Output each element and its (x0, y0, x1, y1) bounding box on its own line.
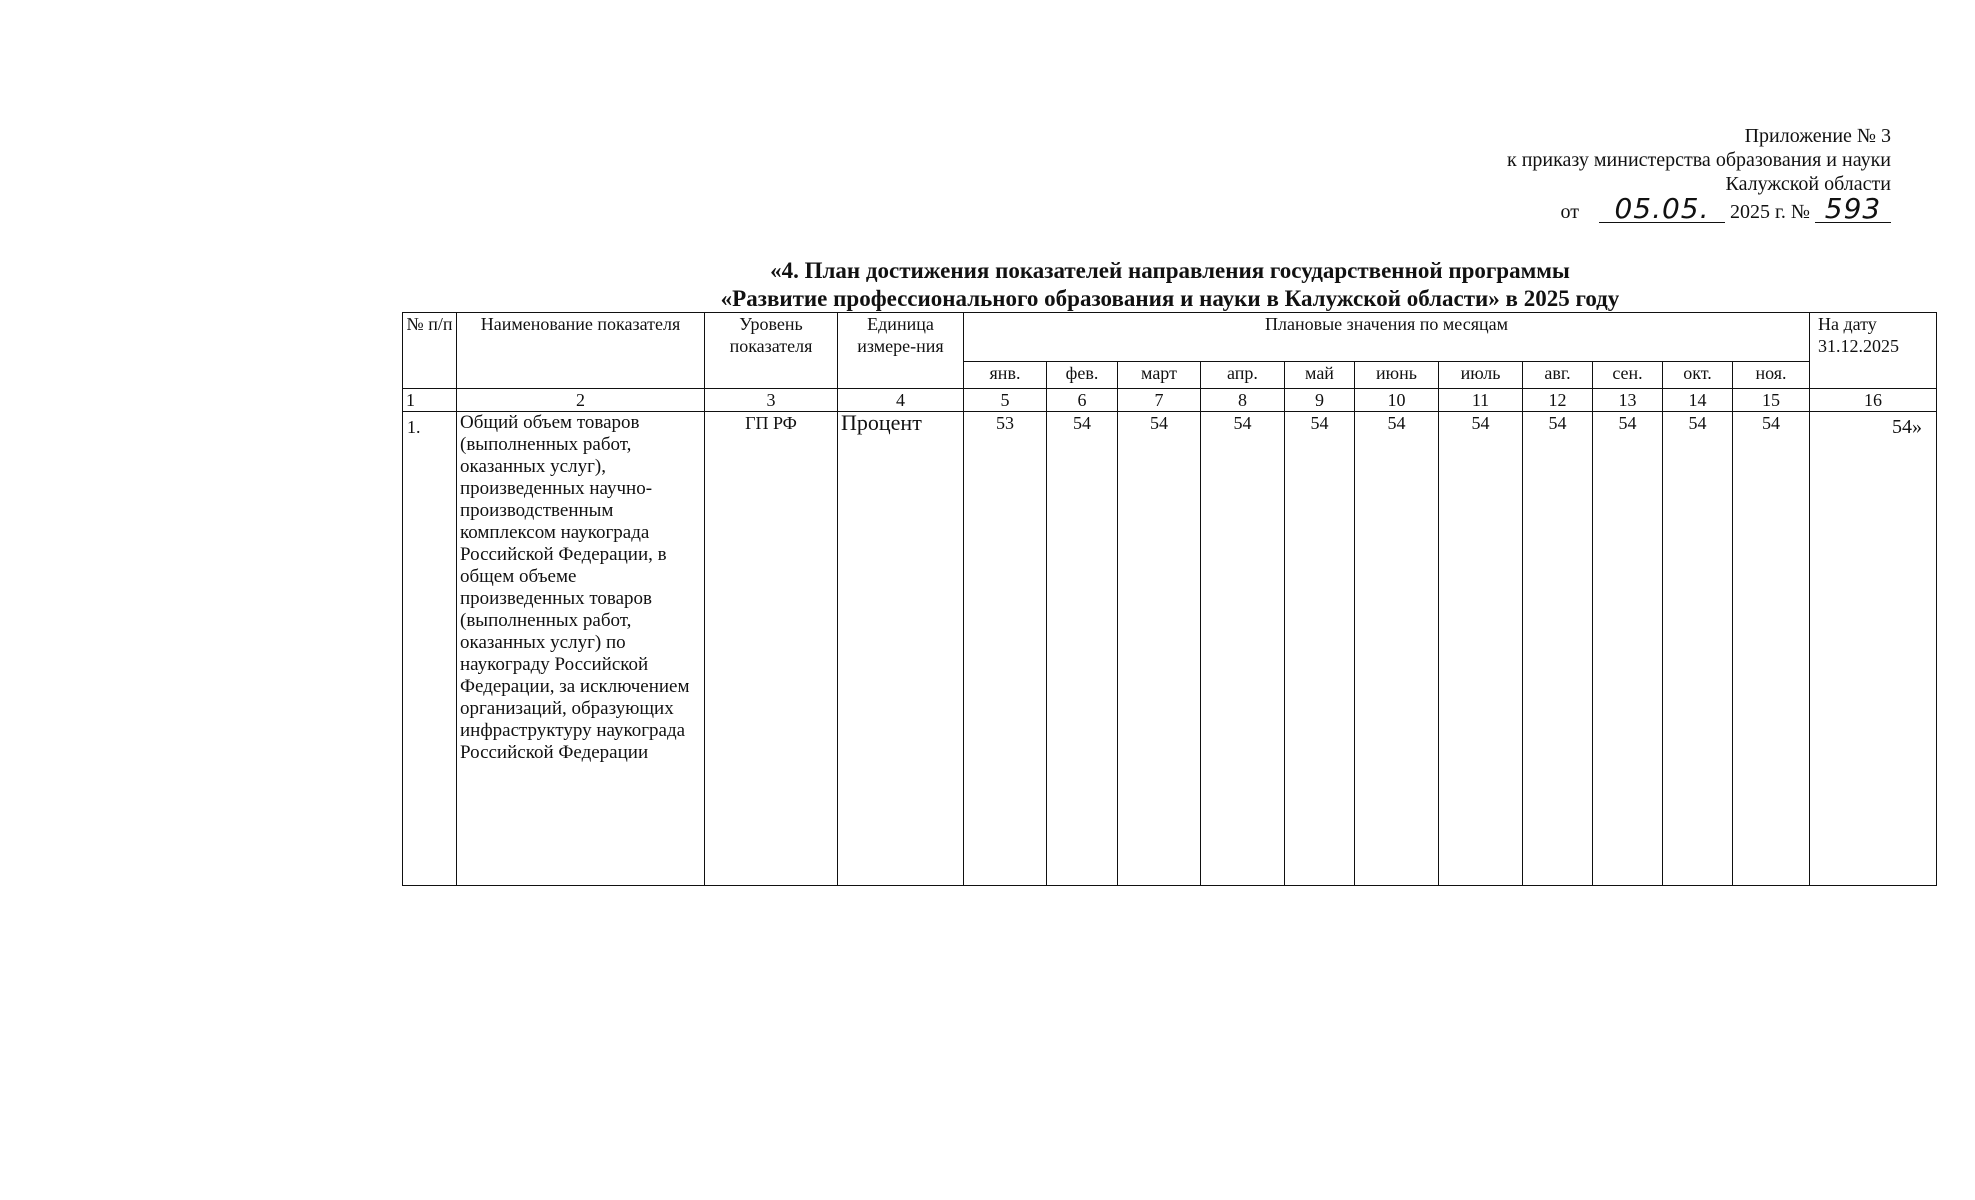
appendix-line-3: Калужской области (1725, 173, 1891, 195)
column-number: 16 (1810, 389, 1937, 412)
row-month-value: 54 (1047, 412, 1118, 886)
row-num: 1. (403, 412, 457, 886)
row-month-value: 54 (1663, 412, 1733, 886)
from-label: от (1560, 201, 1579, 223)
column-number: 15 (1733, 389, 1810, 412)
title-line-2: «Развитие профессионального образования и науки в Калужской области» в 2025 году (720, 286, 1620, 311)
column-number: 11 (1439, 389, 1523, 412)
column-number: 5 (964, 389, 1047, 412)
column-number: 6 (1047, 389, 1118, 412)
table-row (403, 412, 1937, 886)
month-cell: сен. (1593, 362, 1663, 389)
column-number: 2 (457, 389, 705, 412)
column-number: 10 (1355, 389, 1439, 412)
month-cell: ноя. (1733, 362, 1810, 389)
column-number: 14 (1663, 389, 1733, 412)
month-cell: май (1285, 362, 1355, 389)
row-indicator-name: Общий объем товаров (выполненных работ, оказанных услуг), произведенных научно-производственным комплексом наукограда Российской Федерации, в общем объеме произведенных товаров (выполненных работ, оказанных услуг) по наукограду Российской Федерации, за исключением организаций, образующих инфраструктуру наукограда Российской Федерации (457, 412, 705, 886)
month-cell: март (1118, 362, 1201, 389)
plan-table (402, 312, 1937, 886)
appendix-date-line (1507, 192, 1891, 225)
title-line-1: «4. План достижения показателей направления государственной программы (770, 258, 1570, 283)
header-final: На дату 31.12.2025 (1810, 313, 1937, 389)
month-cell: авг. (1523, 362, 1593, 389)
row-month-value: 54 (1201, 412, 1285, 886)
header-num: № п/п (403, 313, 457, 389)
row-month-value: 53 (964, 412, 1047, 886)
header-row (403, 313, 1937, 362)
appendix-line-2: к приказу министерства образования и науки (1506, 149, 1891, 171)
header-plan: Плановые значения по месяцам (964, 313, 1810, 362)
row-month-value: 54 (1733, 412, 1810, 886)
row-unit: Процент (838, 412, 964, 886)
month-cell: апр. (1201, 362, 1285, 389)
row-month-value: 54 (1593, 412, 1663, 886)
appendix-line-1: Приложение № 3 (1744, 125, 1891, 147)
month-cell: фев. (1047, 362, 1118, 389)
header-unit: Единица измере-ния (838, 313, 964, 389)
month-cell: окт. (1663, 362, 1733, 389)
row-final-value: 54» (1810, 412, 1937, 886)
column-number: 13 (1593, 389, 1663, 412)
column-number: 12 (1523, 389, 1593, 412)
row-level: ГП РФ (705, 412, 838, 886)
handwritten-number: 593 (1815, 196, 1891, 223)
month-cell: июль (1439, 362, 1523, 389)
row-month-value: 54 (1118, 412, 1201, 886)
row-month-value: 54 (1285, 412, 1355, 886)
column-number: 3 (705, 389, 838, 412)
month-cell: янв. (964, 362, 1047, 389)
row-month-value: 54 (1355, 412, 1439, 886)
column-number: 9 (1285, 389, 1355, 412)
column-numbers-row (403, 389, 1937, 412)
column-number: 7 (1118, 389, 1201, 412)
handwritten-date: 05.05. (1599, 196, 1725, 223)
header-name: Наименование показателя (457, 313, 705, 389)
appendix-block (1507, 124, 1891, 224)
column-number: 4 (838, 389, 964, 412)
header-level: Уровень показателя (705, 313, 838, 389)
month-cell: июнь (1355, 362, 1439, 389)
document-title (402, 257, 1938, 313)
column-number: 1 (403, 389, 457, 412)
column-number: 8 (1201, 389, 1285, 412)
year-text: 2025 г. № (1729, 201, 1810, 223)
row-month-value: 54 (1523, 412, 1593, 886)
row-month-value: 54 (1439, 412, 1523, 886)
